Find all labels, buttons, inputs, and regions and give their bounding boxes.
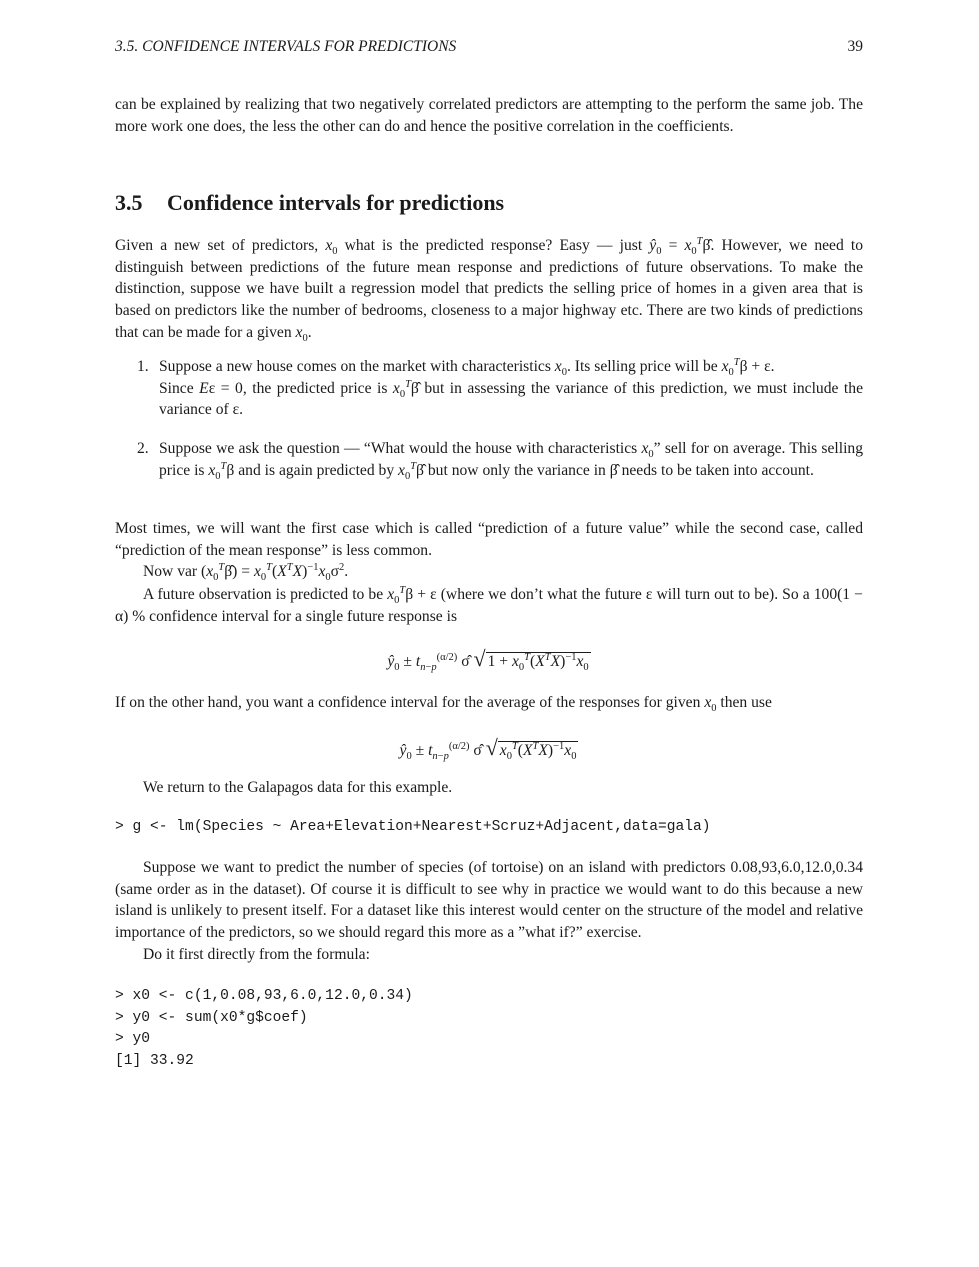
- section-heading: [115, 190, 504, 216]
- code-block-prediction: > x0 <- c(1,0.08,93,6.0,12.0,0.34) > y0 <- sum(x0*g$coef) > y0 [1] 33.92: [115, 988, 413, 1069]
- paragraph-future-observation: A future observation is predicted to be $x_0^T\beta + \varepsilon$ (where we don’t what the future ε will turn out to be). So a 100(1 − α) % confidence interval for a single future response is: [115, 584, 863, 625]
- paragraph-mean-interval: If on the other hand, you want a confidence interval for the average of the responses for given $x_0$ then use: [115, 694, 772, 715]
- paragraph-variance: Now var $(x_0^T\betâ) = x_0^T(X^TX)^{-1}x_0\sigma^2$.: [143, 561, 349, 584]
- running-header: [115, 38, 863, 58]
- paragraph-formula: Do it first directly from the formula:: [143, 946, 370, 963]
- page-number: 39: [847, 38, 863, 55]
- paragraph-cases: Most times, we will want the first case which is called “prediction of a future value” while the second case, called “prediction of the mean response” is less common.: [115, 520, 863, 559]
- code-block-model: > g <- lm(Species ~ Area+Elevation+Nearest+Scruz+Adjacent,data=gala): [115, 819, 711, 835]
- paragraph-tortoise: Suppose we want to predict the number of species (of tortoise) on an island with predictors 0.08,93,6.0,12.0,0.34 (same order as in the dataset). Of course it is difficult to see why in practice we would want to do this because a new island is unlikely to present itself. For a dataset like this interest would center on the structure of the model and relative importance of the predictors, so we should regard this more as a ”what if?” exercise.: [115, 859, 863, 942]
- list-item-2: 2. Suppose we ask the question — “What would the house with characteristics $x_0$” sell for on average. This selling price is $x_0^T\beta$ and is again predicted by $x_0^T\betâ$ but now only the variance in β̂ needs to be taken into account.: [137, 440, 864, 482]
- section-number: 3.5: [115, 190, 143, 215]
- equation-prediction-interval: $ŷ_0 \pm t_{n-p}^{(\alpha/2)}$ σ̂ √ $1 + x_0^T(X^TX)^{-1}x_0$: [387, 646, 589, 674]
- intro-paragraph: can be explained by realizing that two negatively correlated predictors are attempting to the perform the same job. The more work one does, the less the other can do and hence the positive correlation in the coefficients.: [115, 96, 863, 135]
- paragraph-predictions: Given a new set of predictors, $x_0$ what is the predicted response? Easy — just $ŷ_0$ = $x_0^T\betâ$. However, we need to distinguish between predictions of the future mean response and predictions of future observations. To make the distinction, suppose we have built a regression model that predicts the selling price of homes in a given area that is based on predictors like the number of bedrooms, closeness to a major highway etc. There are two kinds of predictions that can be made for a given $x_0$.: [115, 235, 864, 344]
- list-item-1: 1. Suppose a new house comes on the market with characteristics $x_0$. Its selling price will be $x_0^T\beta + \varepsilon$. Since Eε = 0, the predicted price is $x_0^T\betâ$ but in assessing the variance of this prediction, we must include the variance of ε.: [137, 356, 863, 419]
- paragraph-galapagos: We return to the Galapagos data for this example.: [143, 779, 453, 796]
- equation-mean-interval: $ŷ_0 \pm t_{n-p}^{(\alpha/2)}$ σ̂ √ $x_0^T(X^TX)^{-1}x_0$: [399, 735, 577, 763]
- section-title: Confidence intervals for predictions: [167, 190, 505, 215]
- header-section-title: 3.5. CONFIDENCE INTERVALS FOR PREDICTIONS: [115, 38, 457, 55]
